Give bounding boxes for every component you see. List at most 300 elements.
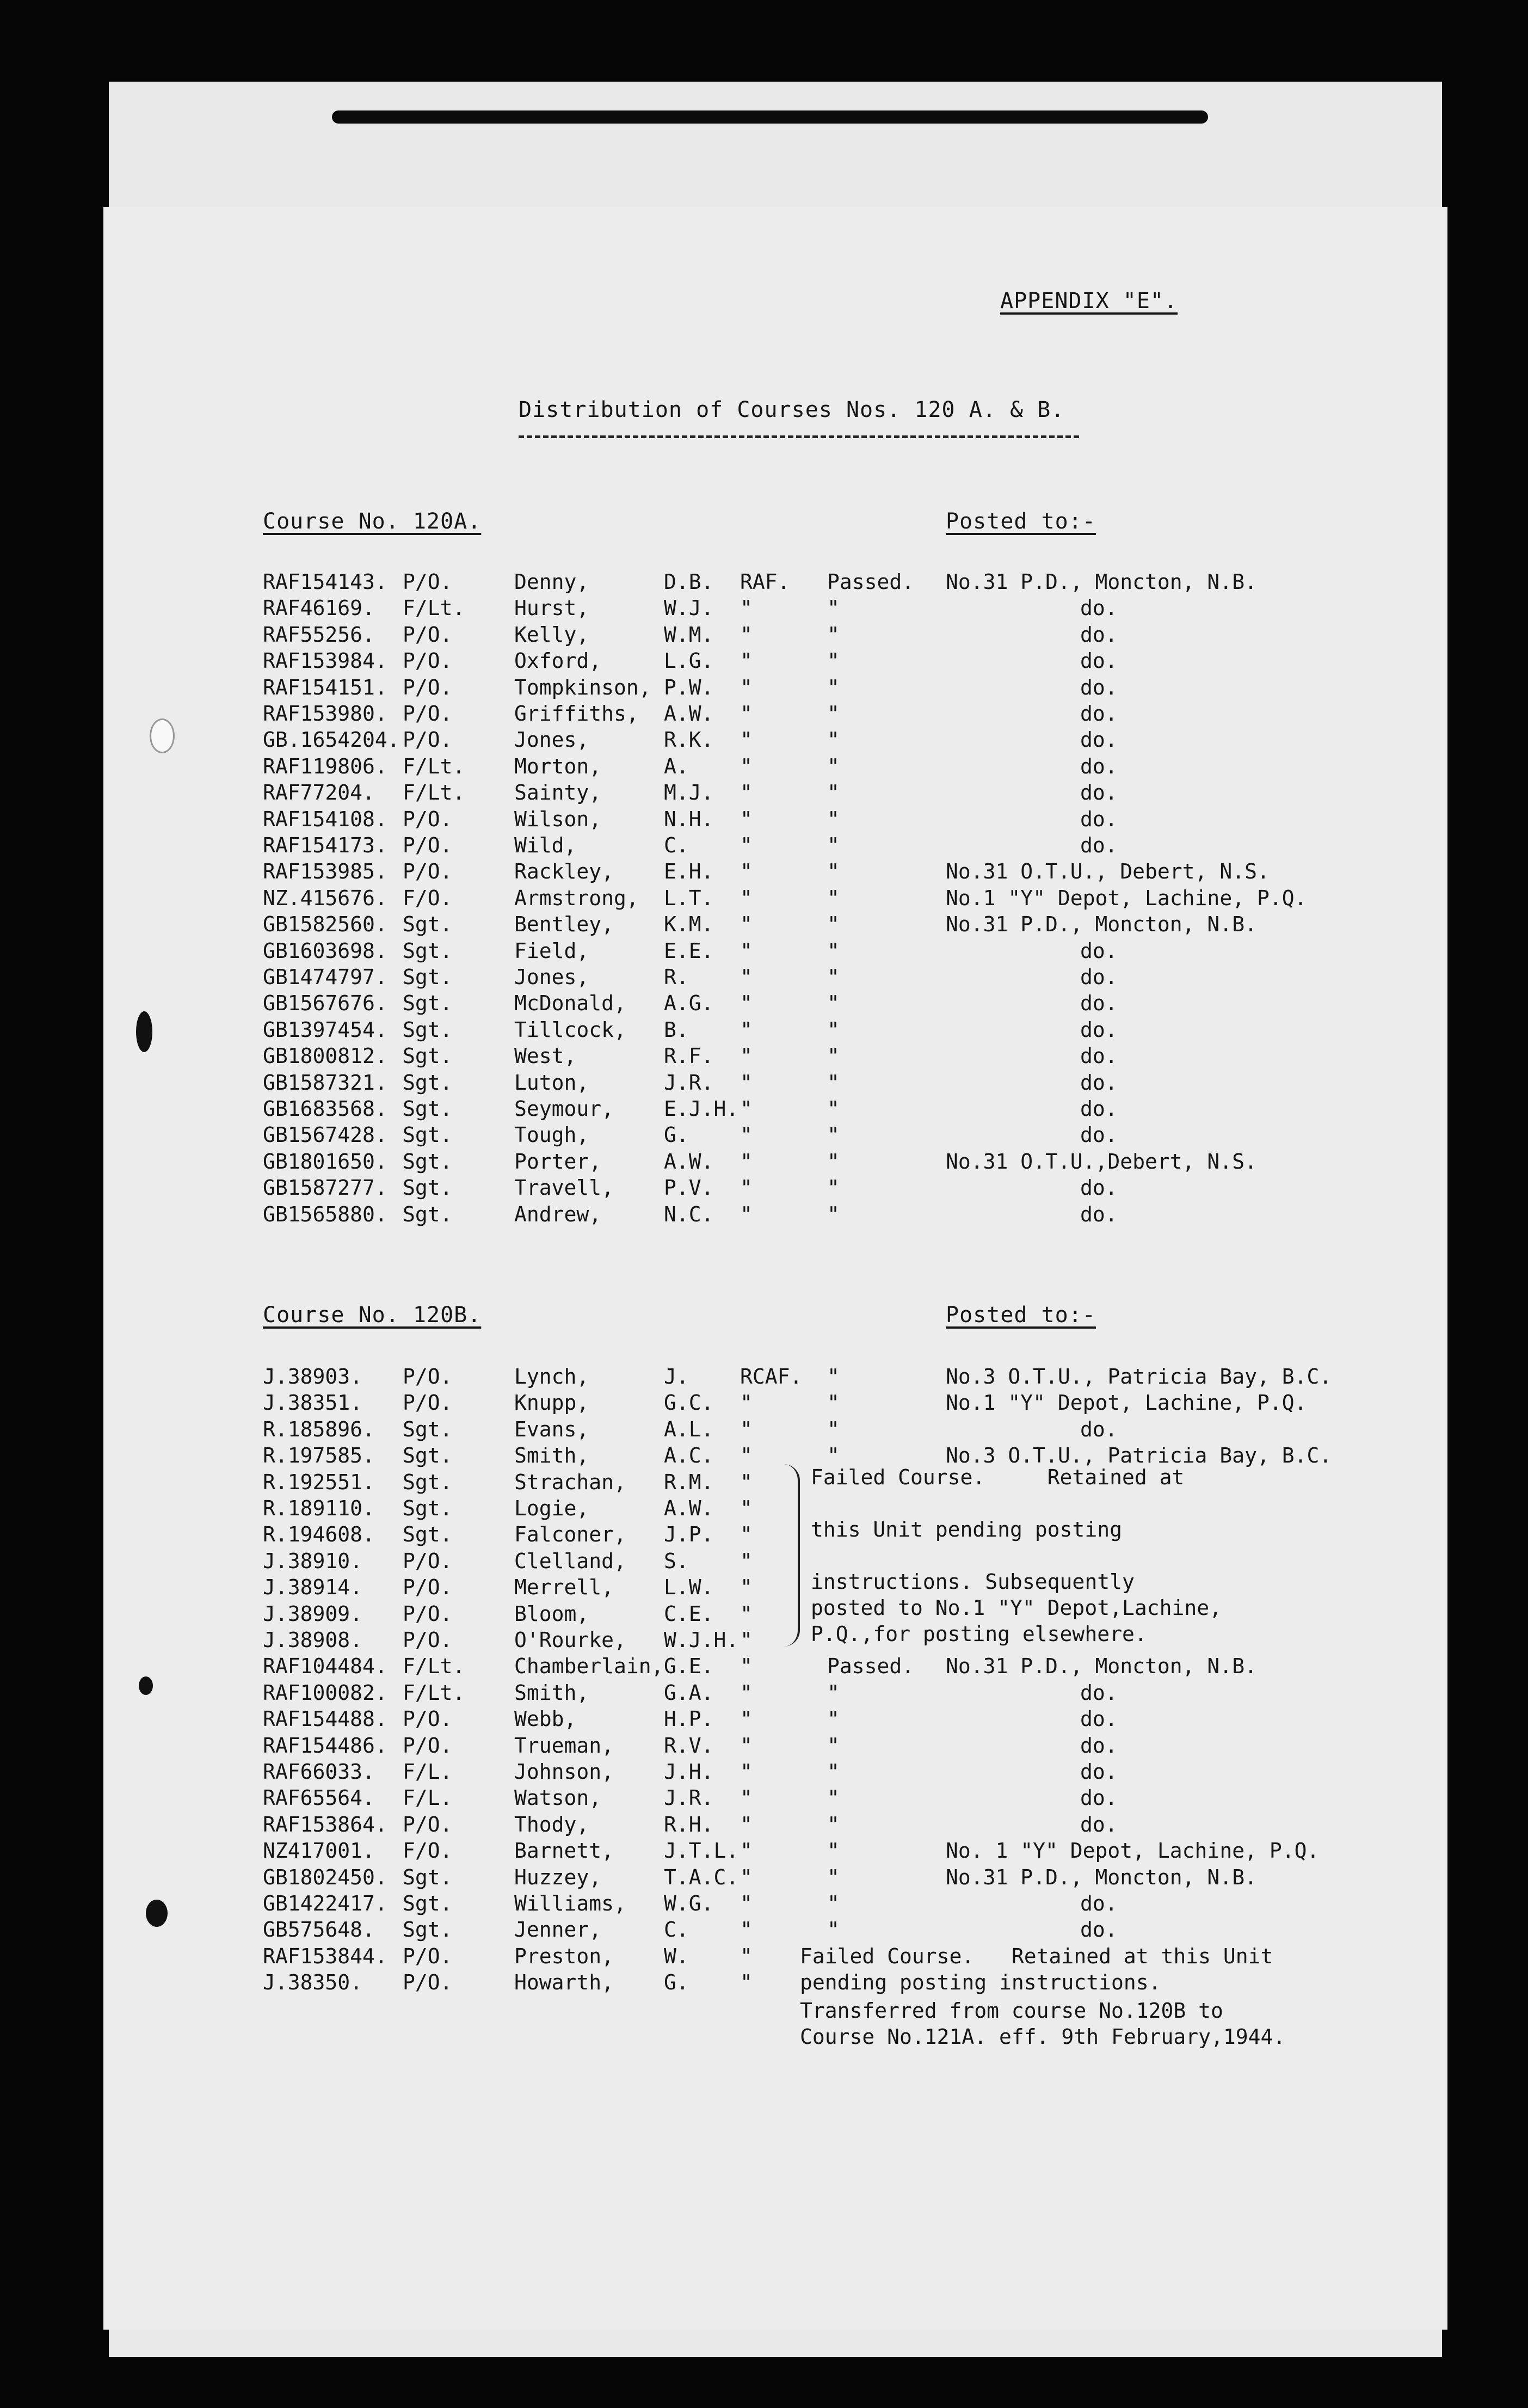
- surname: Bentley,: [514, 912, 614, 937]
- service: ": [740, 1070, 753, 1095]
- service-number: RAF55256.: [263, 622, 375, 647]
- rank: Sgt.: [403, 912, 453, 937]
- initials: A.C.: [664, 1443, 714, 1468]
- surname: Thody,: [514, 1812, 589, 1836]
- initials: W.J.H.: [664, 1628, 739, 1652]
- table-row: [103, 1785, 1447, 1811]
- result: ": [827, 1839, 840, 1863]
- initials: A.W.: [664, 702, 714, 726]
- service-number: GB1582560.: [263, 912, 387, 937]
- note-line: Failed Course. Retained at this Unit: [800, 1944, 1273, 1968]
- result: ": [827, 1176, 840, 1200]
- initials: A.W.: [664, 1149, 714, 1174]
- initials: R.F.: [664, 1044, 714, 1068]
- rank: P/O.: [403, 1549, 453, 1573]
- service-number: RAF119806.: [263, 754, 387, 778]
- posted-to: do.: [1080, 1891, 1118, 1915]
- service-number: RAF46169.: [263, 596, 375, 621]
- note-line: this Unit pending posting: [811, 1518, 1122, 1541]
- rank: P/O.: [403, 622, 453, 647]
- surname: Oxford,: [514, 649, 602, 673]
- posted-to: do.: [1080, 1707, 1118, 1731]
- service: ": [740, 622, 753, 647]
- service-number: GB1567676.: [263, 991, 387, 1016]
- course-a-posted-heading: Posted to:-: [946, 509, 1096, 534]
- surname: Preston,: [514, 1944, 614, 1968]
- appendix-label: APPENDIX "E".: [1000, 288, 1178, 314]
- result: ": [827, 1365, 840, 1389]
- posted-to: No.1 "Y" Depot, Lachine, P.Q.: [946, 1391, 1307, 1415]
- posted-to: do.: [1080, 675, 1118, 699]
- service: ": [740, 1891, 753, 1915]
- rank: Sgt.: [403, 1522, 453, 1547]
- surname: Hurst,: [514, 596, 589, 621]
- service: ": [740, 1733, 753, 1758]
- service: ": [740, 1812, 753, 1836]
- service-number: RAF153980.: [263, 702, 387, 726]
- posted-to: do.: [1080, 1918, 1118, 1942]
- initials: R.K.: [664, 728, 714, 752]
- service-number: J.38908.: [263, 1628, 363, 1652]
- initials: W.M.: [664, 622, 714, 647]
- initials: J.P.: [664, 1522, 714, 1547]
- service: ": [740, 1044, 753, 1068]
- posted-to: do.: [1080, 1123, 1118, 1147]
- surname: Travell,: [514, 1176, 614, 1200]
- rank: P/O.: [403, 1944, 453, 1968]
- rank: P/O.: [403, 1733, 453, 1758]
- rank: F/O.: [403, 1839, 453, 1863]
- result: ": [827, 1149, 840, 1174]
- service-number: GB1587277.: [263, 1176, 387, 1200]
- initials: J.: [664, 1365, 689, 1389]
- table-row: [103, 1096, 1447, 1122]
- note-line: Failed Course. Retained at: [811, 1465, 1185, 1489]
- service-number: J.38914.: [263, 1575, 363, 1600]
- rank: P/O.: [403, 1707, 453, 1731]
- result: ": [827, 1786, 840, 1810]
- surname: Wild,: [514, 833, 577, 857]
- table-row: [103, 885, 1447, 911]
- initials: P.W.: [664, 675, 714, 699]
- initials: S.: [664, 1549, 689, 1573]
- result: ": [827, 1070, 840, 1095]
- initials: R.V.: [664, 1733, 714, 1758]
- posted-to: No.31 P.D., Moncton, N.B.: [946, 912, 1257, 937]
- service: ": [740, 1202, 753, 1226]
- service-number: RAF154486.: [263, 1733, 387, 1758]
- surname: Strachan,: [514, 1470, 626, 1494]
- service: ": [740, 1097, 753, 1121]
- rank: Sgt.: [403, 1123, 453, 1147]
- result: ": [827, 1812, 840, 1836]
- service: ": [740, 991, 753, 1016]
- table-row: [103, 1574, 1447, 1600]
- note-line: posted to No.1 "Y" Depot,Lachine,: [811, 1596, 1222, 1620]
- surname: Johnson,: [514, 1760, 614, 1784]
- table-row: [103, 1916, 1447, 1943]
- rank: Sgt.: [403, 1017, 453, 1042]
- surname: Falconer,: [514, 1522, 626, 1547]
- surname: Smith,: [514, 1680, 589, 1705]
- initials: A.W.: [664, 1496, 714, 1520]
- table-row: [103, 1148, 1447, 1175]
- note-line: pending posting instructions.: [800, 1970, 1161, 1994]
- surname: Trueman,: [514, 1733, 614, 1758]
- initials: C.: [664, 833, 689, 857]
- result: ": [827, 649, 840, 673]
- service: ": [740, 807, 753, 831]
- service-number: GB1565880.: [263, 1202, 387, 1226]
- surname: Williams,: [514, 1891, 626, 1915]
- service-number: J.38910.: [263, 1549, 363, 1573]
- posted-to: do.: [1080, 965, 1118, 989]
- result: ": [827, 1417, 840, 1441]
- note-line: Course No.121A. eff. 9th February,1944.: [800, 2025, 1286, 2049]
- result: ": [827, 596, 840, 621]
- service: ": [740, 1391, 753, 1415]
- service: ": [740, 1123, 753, 1147]
- rank: P/O.: [403, 807, 453, 831]
- initials: J.H.: [664, 1760, 714, 1784]
- rank: Sgt.: [403, 1417, 453, 1441]
- service: ": [740, 1786, 753, 1810]
- service-number: GB1422417.: [263, 1891, 387, 1915]
- page-title: Distribution of Courses Nos. 120 A. & B.: [519, 397, 1065, 422]
- surname: Kelly,: [514, 622, 589, 647]
- rank: Sgt.: [403, 965, 453, 989]
- surname: Huzzey,: [514, 1865, 602, 1889]
- service-number: RAF100082.: [263, 1680, 387, 1705]
- posted-to: do.: [1080, 1680, 1118, 1705]
- posted-to: No.31 O.T.U.,Debert, N.S.: [946, 1149, 1257, 1174]
- table-row: [103, 1601, 1447, 1627]
- rank: Sgt.: [403, 1443, 453, 1468]
- service: ": [740, 1470, 753, 1494]
- service-number: GB1801650.: [263, 1149, 387, 1174]
- result: ": [827, 965, 840, 989]
- rank: Sgt.: [403, 1070, 453, 1095]
- initials: N.H.: [664, 807, 714, 831]
- initials: T.A.C.: [664, 1865, 739, 1889]
- rank: P/O.: [403, 1365, 453, 1389]
- result: ": [827, 1680, 840, 1705]
- posted-to: do.: [1080, 1417, 1118, 1441]
- initials: H.P.: [664, 1707, 714, 1731]
- initials: L.W.: [664, 1575, 714, 1600]
- result: ": [827, 1891, 840, 1915]
- surname: West,: [514, 1044, 577, 1068]
- posted-to: do.: [1080, 1786, 1118, 1810]
- posted-to: do.: [1080, 938, 1118, 963]
- surname: Merrell,: [514, 1575, 614, 1600]
- table-row: [103, 1706, 1447, 1732]
- posted-to: do.: [1080, 1760, 1118, 1784]
- surname: Seymour,: [514, 1097, 614, 1121]
- initials: G.: [664, 1123, 689, 1147]
- note-line: instructions. Subsequently: [811, 1570, 1135, 1594]
- surname: Porter,: [514, 1149, 602, 1174]
- rank: Sgt.: [403, 1044, 453, 1068]
- surname: Webb,: [514, 1707, 577, 1731]
- table-row: [103, 1416, 1447, 1442]
- service: ": [740, 702, 753, 726]
- posted-to: do.: [1080, 1044, 1118, 1068]
- rank: Sgt.: [403, 1097, 453, 1121]
- service-number: NZ417001.: [263, 1839, 375, 1863]
- service: ": [740, 1839, 753, 1863]
- surname: Field,: [514, 938, 589, 963]
- service: ": [740, 1149, 753, 1174]
- service-number: GB575648.: [263, 1918, 375, 1942]
- service-number: GB1397454.: [263, 1017, 387, 1042]
- posted-to: do.: [1080, 833, 1118, 857]
- rank: Sgt.: [403, 1202, 453, 1226]
- surname: Howarth,: [514, 1970, 614, 1995]
- result: ": [827, 1443, 840, 1468]
- rank: P/O.: [403, 675, 453, 699]
- surname: Tillcock,: [514, 1017, 626, 1042]
- result: ": [827, 859, 840, 884]
- surname: Chamberlain,: [514, 1654, 664, 1679]
- service: ": [740, 859, 753, 884]
- result: ": [827, 1865, 840, 1889]
- service-number: J.38903.: [263, 1365, 363, 1389]
- service-number: RAF77204.: [263, 781, 375, 805]
- result: ": [827, 807, 840, 831]
- service: ": [740, 1601, 753, 1626]
- service-number: GB1683568.: [263, 1097, 387, 1121]
- initials: A.L.: [664, 1417, 714, 1441]
- service-number: J.38351.: [263, 1391, 363, 1415]
- table-row: [103, 1733, 1447, 1759]
- table-row: [103, 1653, 1447, 1679]
- service: ": [740, 1760, 753, 1784]
- surname: McDonald,: [514, 991, 626, 1016]
- course-b-posted-heading: Posted to:-: [946, 1303, 1096, 1328]
- result: ": [827, 754, 840, 778]
- service: ": [740, 886, 753, 910]
- posted-to: do.: [1080, 649, 1118, 673]
- table-row: [103, 1363, 1447, 1390]
- service: RAF.: [740, 570, 790, 594]
- surname: Sainty,: [514, 781, 602, 805]
- initials: R.: [664, 965, 689, 989]
- rank: Sgt.: [403, 1918, 453, 1942]
- initials: L.G.: [664, 649, 714, 673]
- surname: O'Rourke,: [514, 1628, 626, 1652]
- surname: Knupp,: [514, 1391, 589, 1415]
- table-row: [103, 648, 1447, 674]
- service-number: J.38909.: [263, 1601, 363, 1626]
- service: ": [740, 1522, 753, 1547]
- surname: Wilson,: [514, 807, 602, 831]
- posted-to: do.: [1080, 1070, 1118, 1095]
- service: ": [740, 1549, 753, 1573]
- rank: P/O.: [403, 702, 453, 726]
- service: ": [740, 1654, 753, 1679]
- initials: D.B.: [664, 570, 714, 594]
- result: Passed.: [827, 570, 915, 594]
- rank: F/Lt.: [403, 754, 465, 778]
- posted-to: do.: [1080, 596, 1118, 621]
- service-number: R.197585.: [263, 1443, 375, 1468]
- rank: Sgt.: [403, 1149, 453, 1174]
- rank: P/O.: [403, 649, 453, 673]
- posted-to: No. 1 "Y" Depot, Lachine, P.Q.: [946, 1839, 1320, 1863]
- rank: Sgt.: [403, 1496, 453, 1520]
- surname: Jones,: [514, 965, 589, 989]
- table-row: [103, 595, 1447, 621]
- table-row: [103, 701, 1447, 727]
- result: ": [827, 622, 840, 647]
- course-a-heading: Course No. 120A.: [263, 509, 482, 534]
- surname: Denny,: [514, 570, 589, 594]
- surname: Bloom,: [514, 1601, 589, 1626]
- posted-to: No.31 O.T.U., Debert, N.S.: [946, 859, 1270, 884]
- rank: P/O.: [403, 570, 453, 594]
- surname: Armstrong,: [514, 886, 639, 910]
- rank: Sgt.: [403, 991, 453, 1016]
- table-row: [103, 674, 1447, 701]
- posted-to: No.1 "Y" Depot, Lachine, P.Q.: [946, 886, 1307, 910]
- result: ": [827, 1044, 840, 1068]
- rank: F/L.: [403, 1786, 453, 1810]
- result: ": [827, 1918, 840, 1942]
- surname: Morton,: [514, 754, 602, 778]
- result: ": [827, 1707, 840, 1731]
- table-row: [103, 1811, 1447, 1838]
- initials: C.E.: [664, 1601, 714, 1626]
- table-row: [103, 1864, 1447, 1890]
- rank: Sgt.: [403, 938, 453, 963]
- initials: R.M.: [664, 1470, 714, 1494]
- initials: L.T.: [664, 886, 714, 910]
- service-number: R.189110.: [263, 1496, 375, 1520]
- table-row: [103, 622, 1447, 648]
- initials: W.: [664, 1944, 689, 1968]
- service-number: RAF153864.: [263, 1812, 387, 1836]
- service-number: RAF153985.: [263, 859, 387, 884]
- rank: P/O.: [403, 1812, 453, 1836]
- table-row: [103, 1969, 1447, 1995]
- initials: P.V.: [664, 1176, 714, 1200]
- posted-to: do.: [1080, 1176, 1118, 1200]
- service: ": [740, 1865, 753, 1889]
- rank: P/O.: [403, 1391, 453, 1415]
- service-number: GB1474797.: [263, 965, 387, 989]
- surname: Clelland,: [514, 1549, 626, 1573]
- service: ": [740, 965, 753, 989]
- table-row: [103, 1838, 1447, 1864]
- service-number: RAF154488.: [263, 1707, 387, 1731]
- initials: G.C.: [664, 1391, 714, 1415]
- surname: Griffiths,: [514, 702, 639, 726]
- table-row: [103, 753, 1447, 779]
- initials: W.J.: [664, 596, 714, 621]
- table-row: [103, 806, 1447, 832]
- table-row: [103, 1390, 1447, 1416]
- rank: P/O.: [403, 833, 453, 857]
- service-number: GB1802450.: [263, 1865, 387, 1889]
- table-row: [103, 1680, 1447, 1706]
- service: ": [740, 1918, 753, 1942]
- result: ": [827, 912, 840, 937]
- service-number: RAF65564.: [263, 1786, 375, 1810]
- initials: W.G.: [664, 1891, 714, 1915]
- service: ": [740, 1017, 753, 1042]
- posted-to: do.: [1080, 1812, 1118, 1836]
- initials: A.G.: [664, 991, 714, 1016]
- result: ": [827, 886, 840, 910]
- result: ": [827, 702, 840, 726]
- table-row: [103, 964, 1447, 990]
- posted-to: do.: [1080, 991, 1118, 1016]
- posted-to: do.: [1080, 1017, 1118, 1042]
- service: ": [740, 1628, 753, 1652]
- service-number: R.192551.: [263, 1470, 375, 1494]
- posted-to: No.31 P.D., Moncton, N.B.: [946, 570, 1257, 594]
- course-b-heading: Course No. 120B.: [263, 1303, 482, 1328]
- result: ": [827, 833, 840, 857]
- result: ": [827, 1733, 840, 1758]
- table-row: [103, 779, 1447, 806]
- table-row: [103, 832, 1447, 858]
- table-row: [103, 1043, 1447, 1069]
- service-number: GB1587321.: [263, 1070, 387, 1095]
- initials: A.: [664, 754, 689, 778]
- initials: J.T.L.: [664, 1839, 739, 1863]
- posted-to: No.31 P.D., Moncton, N.B.: [946, 1865, 1257, 1889]
- rank: P/O.: [403, 1575, 453, 1600]
- surname: Andrew,: [514, 1202, 602, 1226]
- document-page: [103, 207, 1447, 2330]
- initials: N.C.: [664, 1202, 714, 1226]
- service-number: GB1800812.: [263, 1044, 387, 1068]
- posted-to: do.: [1080, 728, 1118, 752]
- title-underline: [519, 435, 1079, 438]
- surname: Tough,: [514, 1123, 589, 1147]
- posted-to: do.: [1080, 1733, 1118, 1758]
- service: ": [740, 1944, 753, 1968]
- posted-to: No.31 P.D., Moncton, N.B.: [946, 1654, 1257, 1679]
- surname: Jones,: [514, 728, 589, 752]
- table-row: [103, 1175, 1447, 1201]
- posted-to: do.: [1080, 1097, 1118, 1121]
- initials: G.E.: [664, 1654, 714, 1679]
- surname: Tompkinson,: [514, 675, 651, 699]
- service: ": [740, 912, 753, 937]
- service: ": [740, 1970, 753, 1995]
- service-number: RAF153984.: [263, 649, 387, 673]
- result: ": [827, 1097, 840, 1121]
- result: ": [827, 991, 840, 1016]
- table-row: [103, 1017, 1447, 1043]
- rank: Sgt.: [403, 1470, 453, 1494]
- posted-to: do.: [1080, 622, 1118, 647]
- surname: Evans,: [514, 1417, 589, 1441]
- rank: F/O.: [403, 886, 453, 910]
- surname: Rackley,: [514, 859, 614, 884]
- posted-to: do.: [1080, 781, 1118, 805]
- service: ": [740, 596, 753, 621]
- result: ": [827, 1123, 840, 1147]
- service: ": [740, 1496, 753, 1520]
- table-row: [103, 1759, 1447, 1785]
- service-number: J.38350.: [263, 1970, 363, 1995]
- result: ": [827, 781, 840, 805]
- service-number: R.185896.: [263, 1417, 375, 1441]
